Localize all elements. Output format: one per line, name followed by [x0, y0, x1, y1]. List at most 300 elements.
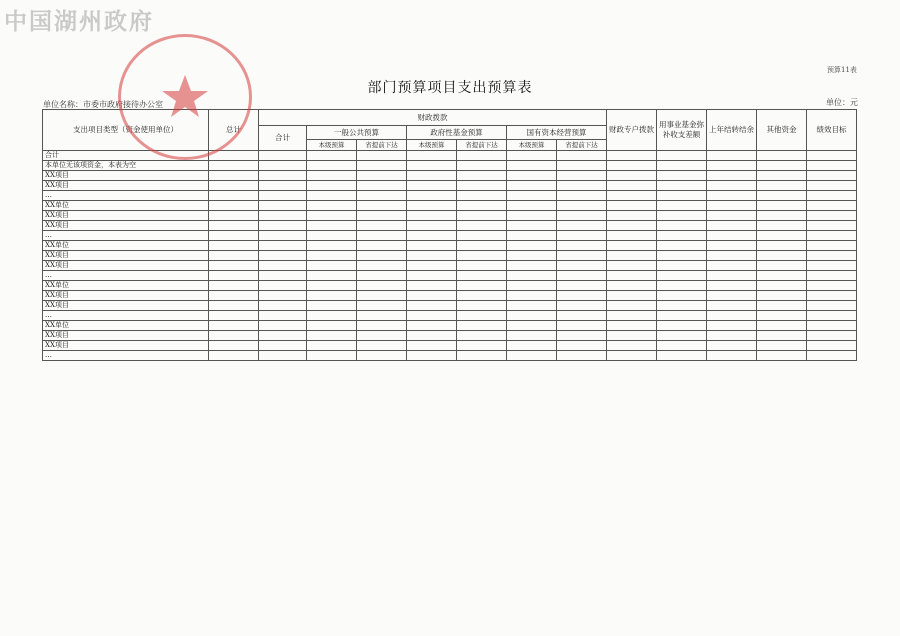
amount-cell: [209, 261, 259, 271]
amount-cell: [357, 161, 407, 171]
amount-cell: [557, 241, 607, 251]
amount-cell: [757, 281, 807, 291]
amount-cell: [757, 261, 807, 271]
amount-cell: [607, 341, 657, 351]
amount-cell: [707, 191, 757, 201]
row-label: XX项目: [43, 171, 209, 181]
amount-cell: [357, 271, 407, 281]
amount-cell: [507, 301, 557, 311]
table-row: [43, 241, 857, 251]
amount-cell: [307, 151, 357, 161]
amount-cell: [307, 291, 357, 301]
amount-cell: [457, 331, 507, 341]
amount-cell: [307, 311, 357, 321]
row-label: XX单位: [43, 321, 209, 331]
amount-cell: [657, 301, 707, 311]
amount-cell: [407, 321, 457, 331]
amount-cell: [209, 251, 259, 261]
amount-cell: [507, 351, 557, 361]
row-label: XX项目: [43, 221, 209, 231]
row-label: XX项目: [43, 301, 209, 311]
amount-cell: [407, 241, 457, 251]
row-label: XX项目: [43, 261, 209, 271]
amount-cell: [507, 341, 557, 351]
amount-cell: [259, 301, 307, 311]
amount-cell: [457, 211, 507, 221]
amount-cell: [707, 251, 757, 261]
amount-cell: [457, 291, 507, 301]
amount-cell: [357, 201, 407, 211]
amount-cell: [209, 221, 259, 231]
table-row: [43, 341, 857, 351]
amount-cell: [209, 241, 259, 251]
amount-cell: [657, 211, 707, 221]
amount-cell: [657, 291, 707, 301]
amount-cell: [209, 171, 259, 181]
amount-cell: [259, 291, 307, 301]
amount-cell: [657, 281, 707, 291]
amount-cell: [259, 171, 307, 181]
amount-cell: [807, 201, 857, 211]
amount-cell: [757, 221, 807, 231]
amount-cell: [457, 341, 507, 351]
amount-cell: [807, 231, 857, 241]
amount-cell: [357, 291, 407, 301]
amount-cell: [259, 331, 307, 341]
header-carryover: 上年结转结余: [707, 110, 757, 151]
header-performance: 绩效目标: [807, 110, 857, 151]
amount-cell: [457, 311, 507, 321]
amount-cell: [259, 161, 307, 171]
amount-cell: [607, 251, 657, 261]
amount-cell: [407, 351, 457, 361]
header-level-current: 本级预算: [407, 140, 457, 151]
amount-cell: [209, 281, 259, 291]
amount-cell: [507, 271, 557, 281]
header-general-budget: 一般公共预算: [307, 126, 407, 140]
unit-name: 单位名称：市委市政府接待办公室: [43, 100, 163, 109]
amount-cell: [707, 201, 757, 211]
amount-cell: [209, 351, 259, 361]
amount-cell: [457, 151, 507, 161]
amount-cell: [757, 331, 807, 341]
amount-cell: [307, 201, 357, 211]
amount-cell: [507, 321, 557, 331]
amount-cell: [757, 241, 807, 251]
amount-cell: [807, 341, 857, 351]
document-title: 部门预算项目支出预算表: [367, 80, 533, 96]
amount-cell: [557, 201, 607, 211]
row-label: XX项目: [43, 331, 209, 341]
amount-cell: [657, 181, 707, 191]
table-row: [43, 171, 857, 181]
amount-cell: [557, 251, 607, 261]
table-row: [43, 251, 857, 261]
amount-cell: [357, 301, 407, 311]
amount-cell: [307, 341, 357, 351]
amount-cell: [607, 281, 657, 291]
amount-cell: [407, 291, 457, 301]
amount-cell: [657, 241, 707, 251]
amount-cell: [657, 331, 707, 341]
amount-cell: [707, 341, 757, 351]
amount-cell: [507, 191, 557, 201]
amount-cell: [607, 211, 657, 221]
amount-cell: [507, 251, 557, 261]
amount-cell: [807, 351, 857, 361]
amount-cell: [757, 251, 807, 261]
amount-cell: [307, 271, 357, 281]
amount-cell: [707, 301, 757, 311]
amount-cell: [407, 181, 457, 191]
amount-cell: [407, 221, 457, 231]
amount-cell: [457, 171, 507, 181]
amount-cell: [407, 211, 457, 221]
amount-cell: [557, 281, 607, 291]
amount-cell: [557, 231, 607, 241]
amount-cell: [507, 241, 557, 251]
amount-cell: [357, 221, 407, 231]
amount-cell: [807, 271, 857, 281]
amount-cell: [607, 171, 657, 181]
row-label: XX单位: [43, 241, 209, 251]
amount-cell: [607, 331, 657, 341]
amount-cell: [209, 191, 259, 201]
amount-cell: [259, 201, 307, 211]
header-total: 总计: [209, 110, 259, 151]
amount-cell: [757, 311, 807, 321]
amount-cell: [457, 241, 507, 251]
amount-cell: [357, 311, 407, 321]
amount-cell: [259, 231, 307, 241]
amount-cell: [357, 321, 407, 331]
table-row: [43, 161, 857, 171]
amount-cell: [607, 261, 657, 271]
amount-cell: [707, 351, 757, 361]
amount-cell: [757, 211, 807, 221]
amount-cell: [259, 211, 307, 221]
amount-cell: [259, 351, 307, 361]
amount-cell: [607, 161, 657, 171]
amount-cell: [807, 331, 857, 341]
amount-cell: [407, 311, 457, 321]
amount-cell: [757, 151, 807, 161]
amount-cell: [757, 171, 807, 181]
header-special-account: 财政专户拨款: [607, 110, 657, 151]
header-item-type: 支出项目类型（资金使用单位）: [43, 110, 209, 151]
amount-cell: [657, 261, 707, 271]
amount-cell: [259, 261, 307, 271]
amount-cell: [707, 321, 757, 331]
amount-cell: [657, 271, 707, 281]
amount-cell: [607, 181, 657, 191]
amount-cell: [707, 231, 757, 241]
table-row: [43, 211, 857, 221]
table-row: [43, 351, 857, 361]
header-subtotal: 合计: [259, 126, 307, 151]
amount-cell: [557, 261, 607, 271]
header-province-issued: 省提前下达: [357, 140, 407, 151]
amount-cell: [407, 341, 457, 351]
amount-cell: [607, 271, 657, 281]
amount-cell: [209, 311, 259, 321]
amount-cell: [657, 231, 707, 241]
amount-cell: [607, 311, 657, 321]
amount-cell: [357, 281, 407, 291]
amount-cell: [657, 161, 707, 171]
amount-cell: [707, 261, 757, 271]
amount-cell: [807, 281, 857, 291]
amount-cell: [507, 161, 557, 171]
amount-cell: [807, 241, 857, 251]
amount-cell: [657, 191, 707, 201]
amount-cell: [407, 161, 457, 171]
table-row: [43, 181, 857, 191]
amount-cell: [507, 171, 557, 181]
amount-cell: [807, 181, 857, 191]
amount-cell: [209, 201, 259, 211]
amount-cell: [259, 181, 307, 191]
amount-cell: [707, 171, 757, 181]
row-label: XX单位: [43, 281, 209, 291]
amount-cell: [209, 291, 259, 301]
header-level-current: 本级预算: [507, 140, 557, 151]
amount-cell: [307, 171, 357, 181]
amount-cell: [557, 311, 607, 321]
amount-cell: [457, 221, 507, 231]
amount-cell: [807, 301, 857, 311]
amount-cell: [807, 311, 857, 321]
amount-cell: [507, 211, 557, 221]
amount-cell: [757, 301, 807, 311]
amount-cell: [407, 331, 457, 341]
amount-cell: [407, 151, 457, 161]
amount-cell: [209, 301, 259, 311]
amount-cell: [707, 291, 757, 301]
amount-cell: [307, 161, 357, 171]
amount-cell: [259, 281, 307, 291]
amount-cell: [407, 191, 457, 201]
row-label: XX项目: [43, 291, 209, 301]
amount-cell: [607, 291, 657, 301]
amount-cell: [457, 231, 507, 241]
amount-cell: [307, 241, 357, 251]
header-state-capital: 国有资本经营预算: [507, 126, 607, 140]
table-row: [43, 221, 857, 231]
amount-cell: [357, 261, 407, 271]
amount-cell: [757, 321, 807, 331]
row-label: 本单位无该项资金，本表为空: [43, 161, 209, 171]
amount-cell: [557, 221, 607, 231]
amount-cell: [557, 321, 607, 331]
amount-cell: [557, 351, 607, 361]
amount-cell: [457, 201, 507, 211]
amount-cell: [357, 181, 407, 191]
amount-cell: [807, 261, 857, 271]
amount-cell: [507, 201, 557, 211]
amount-cell: [707, 311, 757, 321]
amount-cell: [807, 211, 857, 221]
amount-cell: [707, 211, 757, 221]
amount-cell: [209, 341, 259, 351]
amount-cell: [657, 151, 707, 161]
stamp-star-icon: [121, 37, 249, 157]
page-number: 预算11表: [827, 66, 857, 74]
amount-cell: [457, 261, 507, 271]
amount-cell: [307, 281, 357, 291]
amount-cell: [707, 281, 757, 291]
amount-cell: [307, 191, 357, 201]
header-fiscal: 财政拨款: [259, 110, 607, 126]
amount-cell: [507, 311, 557, 321]
amount-cell: [259, 311, 307, 321]
amount-cell: [307, 211, 357, 221]
amount-cell: [557, 211, 607, 221]
amount-cell: [807, 191, 857, 201]
amount-cell: [707, 221, 757, 231]
row-label: XX单位: [43, 201, 209, 211]
amount-cell: [357, 241, 407, 251]
amount-cell: [209, 271, 259, 281]
amount-cell: [407, 231, 457, 241]
table-row: [43, 331, 857, 341]
amount-cell: [807, 151, 857, 161]
amount-cell: [407, 201, 457, 211]
amount-cell: [557, 191, 607, 201]
amount-cell: [307, 181, 357, 191]
amount-cell: [757, 161, 807, 171]
row-label: …: [43, 231, 209, 241]
amount-cell: [707, 331, 757, 341]
amount-cell: [259, 151, 307, 161]
amount-cell: [307, 221, 357, 231]
amount-cell: [307, 261, 357, 271]
amount-cell: [357, 211, 407, 221]
amount-cell: [259, 321, 307, 331]
amount-cell: [557, 151, 607, 161]
amount-cell: [209, 161, 259, 171]
amount-cell: [657, 171, 707, 181]
amount-cell: [557, 171, 607, 181]
amount-cell: [807, 291, 857, 301]
amount-cell: [259, 221, 307, 231]
amount-cell: [407, 251, 457, 261]
amount-cell: [607, 191, 657, 201]
amount-cell: [557, 331, 607, 341]
amount-cell: [357, 191, 407, 201]
amount-cell: [707, 161, 757, 171]
amount-cell: [507, 331, 557, 341]
amount-cell: [557, 301, 607, 311]
amount-cell: [607, 321, 657, 331]
table-row: [43, 311, 857, 321]
amount-cell: [757, 191, 807, 201]
currency-unit: 单位：元: [826, 98, 858, 107]
row-label: 合计: [43, 151, 209, 161]
amount-cell: [757, 291, 807, 301]
amount-cell: [807, 251, 857, 261]
amount-cell: [259, 271, 307, 281]
amount-cell: [607, 201, 657, 211]
amount-cell: [657, 251, 707, 261]
amount-cell: [307, 251, 357, 261]
header-province-issued: 省提前下达: [457, 140, 507, 151]
row-label: …: [43, 351, 209, 361]
amount-cell: [357, 351, 407, 361]
amount-cell: [507, 181, 557, 191]
amount-cell: [259, 251, 307, 261]
amount-cell: [407, 301, 457, 311]
amount-cell: [557, 291, 607, 301]
amount-cell: [457, 251, 507, 261]
header-gov-fund: 政府性基金预算: [407, 126, 507, 140]
amount-cell: [457, 191, 507, 201]
amount-cell: [209, 181, 259, 191]
amount-cell: [307, 351, 357, 361]
table-row: [43, 291, 857, 301]
amount-cell: [507, 221, 557, 231]
amount-cell: [557, 271, 607, 281]
amount-cell: [707, 271, 757, 281]
amount-cell: [757, 231, 807, 241]
amount-cell: [307, 231, 357, 241]
amount-cell: [707, 151, 757, 161]
row-label: XX项目: [43, 251, 209, 261]
amount-cell: [357, 251, 407, 261]
amount-cell: [307, 321, 357, 331]
header-province-issued: 省提前下达: [557, 140, 607, 151]
amount-cell: [259, 191, 307, 201]
amount-cell: [357, 151, 407, 161]
amount-cell: [357, 331, 407, 341]
header-level-current: 本级预算: [307, 140, 357, 151]
amount-cell: [507, 151, 557, 161]
amount-cell: [407, 271, 457, 281]
amount-cell: [209, 321, 259, 331]
amount-cell: [457, 181, 507, 191]
amount-cell: [657, 321, 707, 331]
row-label: …: [43, 311, 209, 321]
amount-cell: [707, 241, 757, 251]
amount-cell: [457, 301, 507, 311]
amount-cell: [357, 171, 407, 181]
amount-cell: [557, 341, 607, 351]
amount-cell: [209, 231, 259, 241]
amount-cell: [757, 201, 807, 211]
table-row: [43, 261, 857, 271]
amount-cell: [457, 321, 507, 331]
amount-cell: [259, 241, 307, 251]
amount-cell: [307, 301, 357, 311]
amount-cell: [657, 311, 707, 321]
header-enterprise-fund: 用事业基金弥补收支差额: [657, 110, 707, 151]
amount-cell: [407, 281, 457, 291]
amount-cell: [209, 331, 259, 341]
amount-cell: [607, 301, 657, 311]
table-body: [43, 151, 857, 361]
amount-cell: [209, 211, 259, 221]
table-row: [43, 281, 857, 291]
amount-cell: [557, 161, 607, 171]
amount-cell: [607, 241, 657, 251]
amount-cell: [657, 351, 707, 361]
amount-cell: [357, 231, 407, 241]
amount-cell: [457, 281, 507, 291]
amount-cell: [507, 291, 557, 301]
amount-cell: [807, 161, 857, 171]
table-row: [43, 321, 857, 331]
amount-cell: [357, 341, 407, 351]
